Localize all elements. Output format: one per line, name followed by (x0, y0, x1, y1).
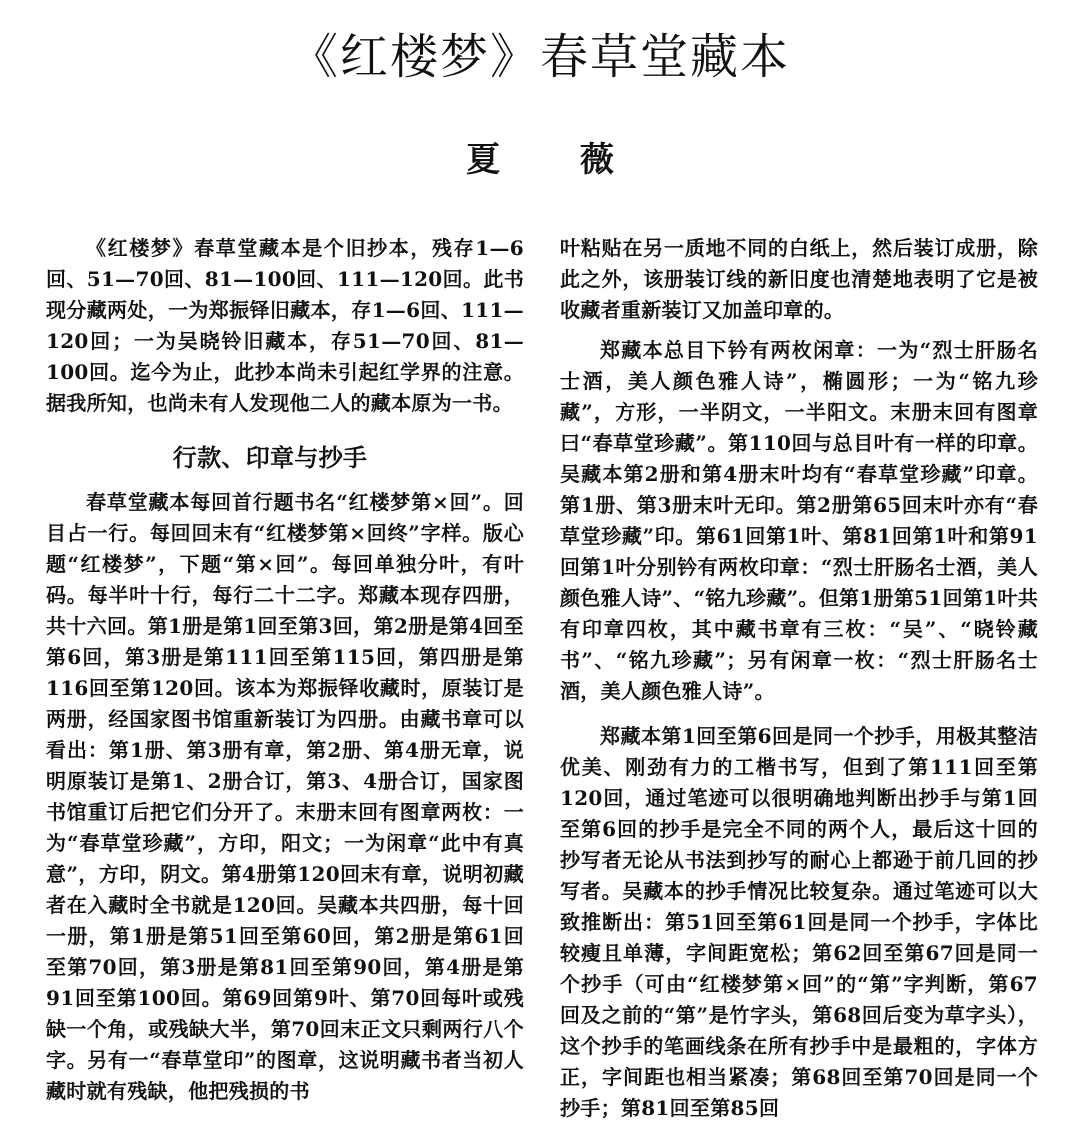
continued-paragraph: 叶粘贴在另一质地不同的白纸上，然后装订成册，除此之外，该册装订线的新旧度也清楚地表明了它是被收藏者重新装订又加盖印章的。 (560, 236, 1038, 322)
copyist-paragraph: 郑藏本第1回至第6回是同一个抄手，用极其整洁优美、刚劲有力的工楷书写，但到了第111回至第120回，通过笔迹可以很明确地判断出抄手与第1回至第6回的抄手是完全不同的两个人，最后这十回的抄写者无论从书法到抄写的耐心上都逊于前几回的抄写者。吴藏本的抄手情况比较复杂。通过笔迹可以大致推断出：第51回至第61回是同一个抄手，字体比较瘦且单薄，字间距宽松；第62回至第67回是同一个抄手（可由“红楼梦第×回”的“第”字判断，第67回及之前的“第”是竹字头，第68回后变为草字头），这个抄手的笔画线条在所有抄手中是最粗的，字体方正，字间距也相当紧凑；第68回至第70回是同一个抄手；第81回至第85回 (560, 724, 1038, 1120)
section-heading: 行款、印章与抄手 (172, 443, 368, 472)
paragraph-gap (560, 326, 1038, 335)
seal-paragraph: 郑藏本总目下钤有两枚闲章：一为“烈士肝肠名士酒，美人颜色雅人诗”，椭圆形；一为“铭九珍藏”，方形，一半阴文，一半阳文。末册末回有图章曰“春草堂珍藏”。第110回与总目叶有一样的印章。吴藏本第2册和第4册末叶均有“春草堂珍藏”印章。第1册、第3册末叶无印。第2册第65回末叶亦有“春草堂珍藏”印。第61回第1叶、第81回第1叶和第91回第1叶分别钤有两枚印章：“烈士肝肠名士酒，美人颜色雅人诗”、“铭九珍藏”。但第1册第51回第1叶共有印章四枚，其中藏书章有三枚：“吴”、“晓铃藏书”、“铭九珍藏”；另有闲章一枚：“烈士肝肠名士酒，美人颜色雅人诗”。 (560, 338, 1038, 703)
intro-paragraph: 《红楼梦》春草堂藏本是个旧抄本，残存1—6回、51—70回、81—100回、111—120回。此书现分藏两处，一为郑振铎旧藏本，存1—6回、111—120回；一为吴晓铃旧藏本，存51—70回、81—100回。迄今为止，此抄本尚未引起红学界的注意。据我所知，也尚未有人发现他二人的藏本原为一书。 (46, 236, 524, 415)
left-column (46, 233, 524, 1107)
body-paragraph: 春草堂藏本每回首行题书名“红楼梦第×回”。回目占一行。每回回末有“红楼梦第×回终”字样。版心题“红楼梦”，下题“第×回”。每回单独分叶，有叶码。每半叶十行，每行二十二字。郑藏本现存四册，共十六回。第1册是第1回至第3回，第2册是第4回至第6回，第3册是第111回至第115回，第四册是第116回至第120回。该本为郑振铎收藏时，原装订是两册，经国家图书馆重新装订为四册。由藏书章可以看出：第1册、第3册有章，第2册、第4册无章，说明原装订是第1、2册合订，第3、4册合订，国家图书馆重订后把它们分开了。末册末回有图章两枚：一为“春草堂珍藏”，方印，阳文；一为闲章“此中有真意”，方印，阴文。第4册第120回末有章，说明初藏者在入藏时全书就是120回。吴藏本共四册，每十回一册，第1册是第51回至第60回，第2册是第61回至第70回，第3册是第81回至第90回，第4册是第91回至第100回。第69回第9叶、第70回每叶或残缺一个角，或残缺大半，第70回末正文只剩两行八个字。另有一“春草堂印”的图章，这说明藏书者当初人藏时就有残缺，他把残损的书 (46, 490, 524, 1103)
paragraph-gap (560, 707, 1038, 721)
right-column (560, 233, 1038, 1124)
article-author: 夏 薇 (466, 140, 648, 180)
article-title: 《红楼梦》春草堂藏本 (289, 29, 790, 85)
